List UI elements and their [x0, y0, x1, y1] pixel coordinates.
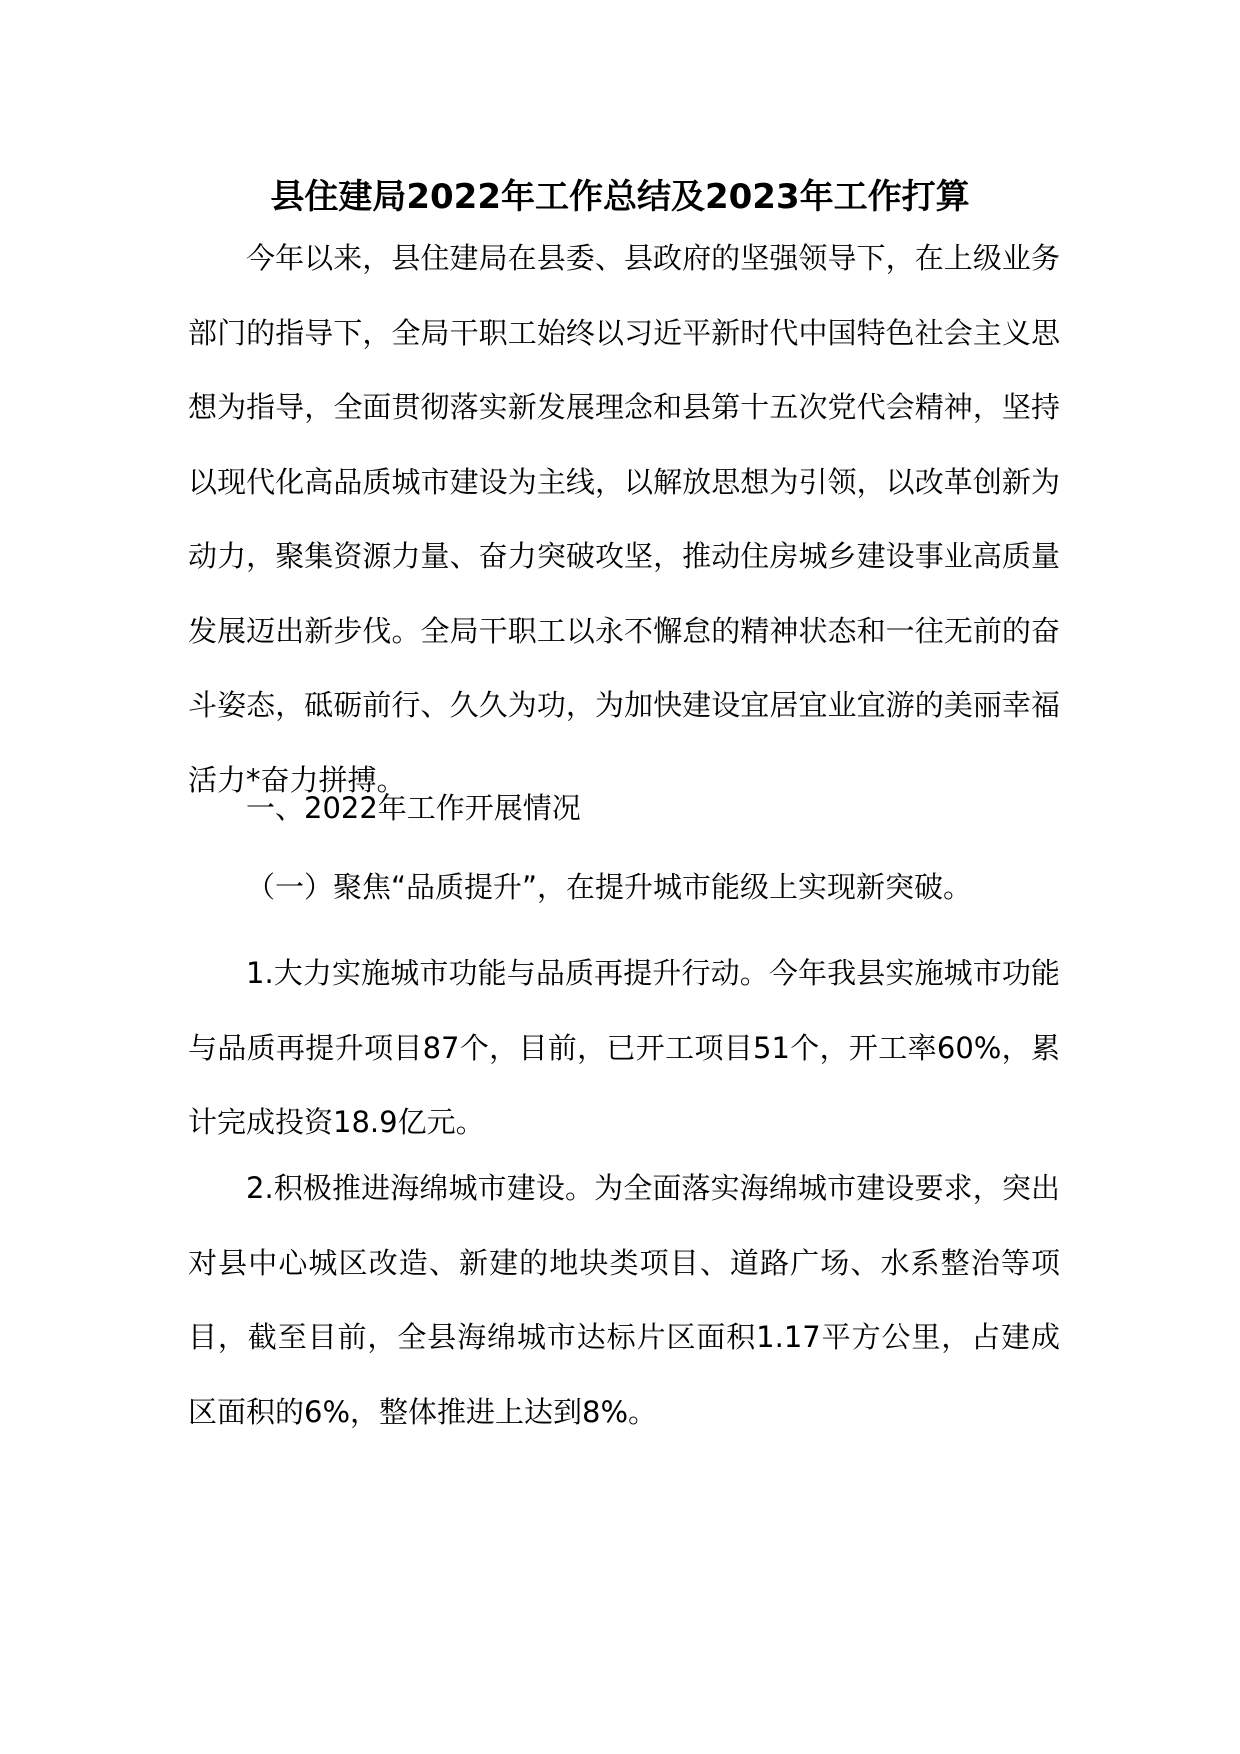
section-heading: 一、2022年工作开展情况	[246, 791, 581, 825]
item-paragraph-2: 2.积极推进海绵城市建设。为全面落实海绵城市建设要求，突出对县中心城区改造、新建的地块类项目、道路广场、水系整治等项目，截至目前，全县海绵城市达标片区面积1.17平方公里，占建成区面积的6%，整体推进上达到8%。	[188, 1171, 1060, 1429]
item-paragraph-1: 1.大力实施城市功能与品质再提升行动。今年我县实施城市功能与品质再提升项目87个，目前，已开工项目51个，开工率60%，累计完成投资18.9亿元。	[188, 956, 1060, 1139]
intro-paragraph: 今年以来，县住建局在县委、县政府的坚强领导下，在上级业务部门的指导下，全局干职工始终以习近平新时代中国特色社会主义思想为指导，全面贯彻落实新发展理念和县第十五次党代会精神，坚持以现代化高品质城市建设为主线，以解放思想为引领，以改革创新为动力，聚集资源力量、奋力突破攻坚，推动住房城乡建设事业高质量发展迈出新步伐。全局干职工以永不懈怠的精神状态和一往无前的奋斗姿态，砥砺前行、久久为功，为加快建设宜居宜业宜游的美丽幸福活力*奋力拼搏。	[188, 241, 1060, 797]
document-title: 县住建局2022年工作总结及2023年工作打算	[270, 177, 970, 217]
subsection-heading: （一）聚焦“品质提升”，在提升城市能级上实现新突破。	[246, 870, 973, 904]
